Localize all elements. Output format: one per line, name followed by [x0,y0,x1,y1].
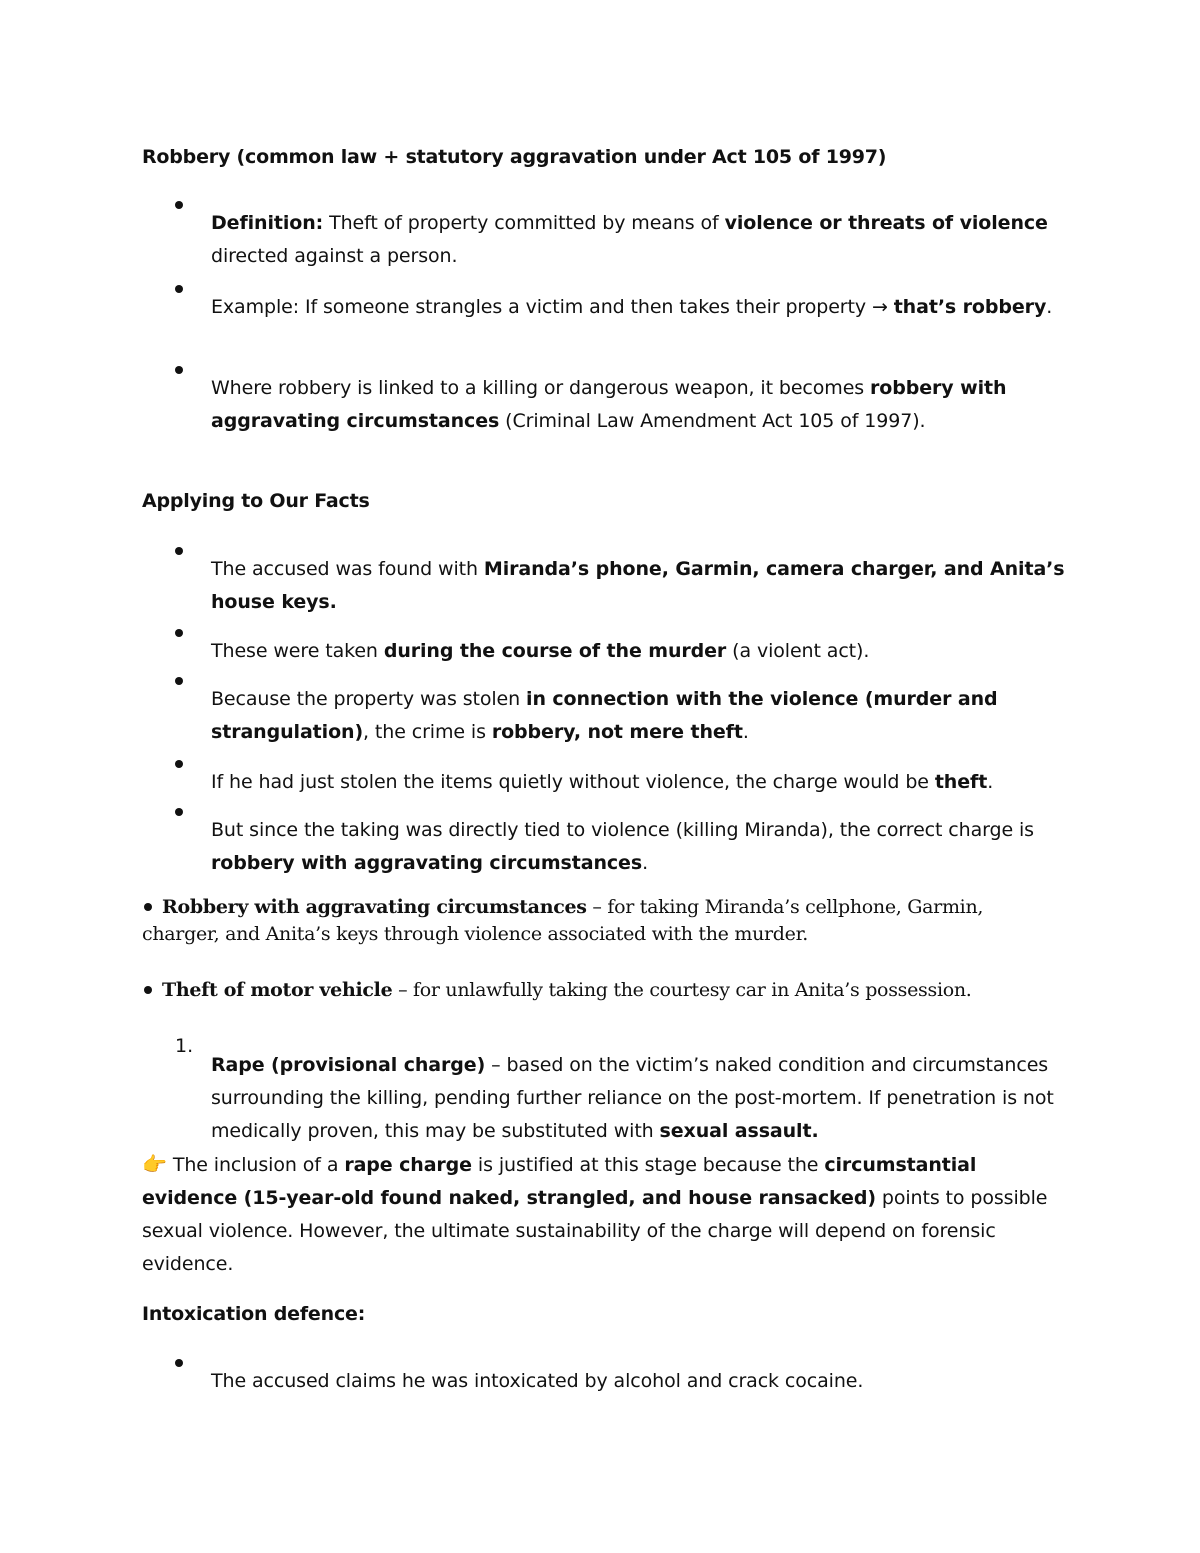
section-heading-applying-facts: Applying to Our Facts [142,490,370,512]
list-item: Where robbery is linked to a killing or dangerous weapon, it becomes robbery with aggravating circumstances (Criminal Law Amendment Act 105 of 1997). [211,377,1007,432]
note-paragraph: 👉 The inclusion of a rape charge is justified at this stage because the circumstantial evidence (15-year-old found naked, strangled, and house ransacked) points to possible sexual violence. However, the ultimate sustainability of the charge will depend on forensic evidence. [142,1152,1048,1275]
bullet-dot [144,903,152,911]
bullet-dot [175,366,183,374]
charge-item-theft-motor-vehicle: Theft of motor vehicle – for unlawfully taking the courtesy car in Anita’s possession. [142,977,1022,1004]
list-item: Definition: Theft of property committed by means of violence or threats of violence directed against a person. [211,212,1048,267]
list-item: Because the property was stolen in connection with the violence (murder and strangulation), the crime is robbery, not mere theft. [211,688,998,743]
list-item: The accused was found with Miranda’s phone, Garmin, camera charger, and Anita’s house keys. [211,558,1065,613]
bullet-dot [144,986,152,994]
list-item: If he had just stolen the items quietly without violence, the charge would be theft. [211,771,994,793]
charge-item-robbery: Robbery with aggravating circumstances – for taking Miranda’s cellphone, Garmin, charger, and Anita’s keys through violence associated with the murder. [142,896,984,945]
bullet-dot [175,808,183,816]
numbered-item-rape: Rape (provisional charge) – based on the victim’s naked condition and circumstances surrounding the killing, pending further reliance on the post-mortem. If penetration is not medically proven, this may be substituted with sexual assault. [211,1054,1054,1142]
bullet-dot [175,629,183,637]
list-item: These were taken during the course of the murder (a violent act). [211,640,870,662]
list-item: Example: If someone strangles a victim and then takes their property → that’s robbery. [211,296,1053,318]
bullet-dot [175,201,183,209]
bullet-dot [175,285,183,293]
bullet-dot [175,1359,183,1367]
bullet-dot [175,677,183,685]
list-number: 1. [175,1035,194,1057]
section-heading-robbery: Robbery (common law + statutory aggravation under Act 105 of 1997) [142,146,887,168]
bullet-dot [175,547,183,555]
list-item: But since the taking was directly tied to violence (killing Miranda), the correct charge is robbery with aggravating circumstances. [211,819,1034,874]
bullet-dot [175,760,183,768]
section-heading-intoxication: Intoxication defence: [142,1303,366,1325]
list-item: The accused claims he was intoxicated by alcohol and crack cocaine. [211,1370,864,1392]
pointing-hand-icon: 👉 [142,1152,167,1176]
